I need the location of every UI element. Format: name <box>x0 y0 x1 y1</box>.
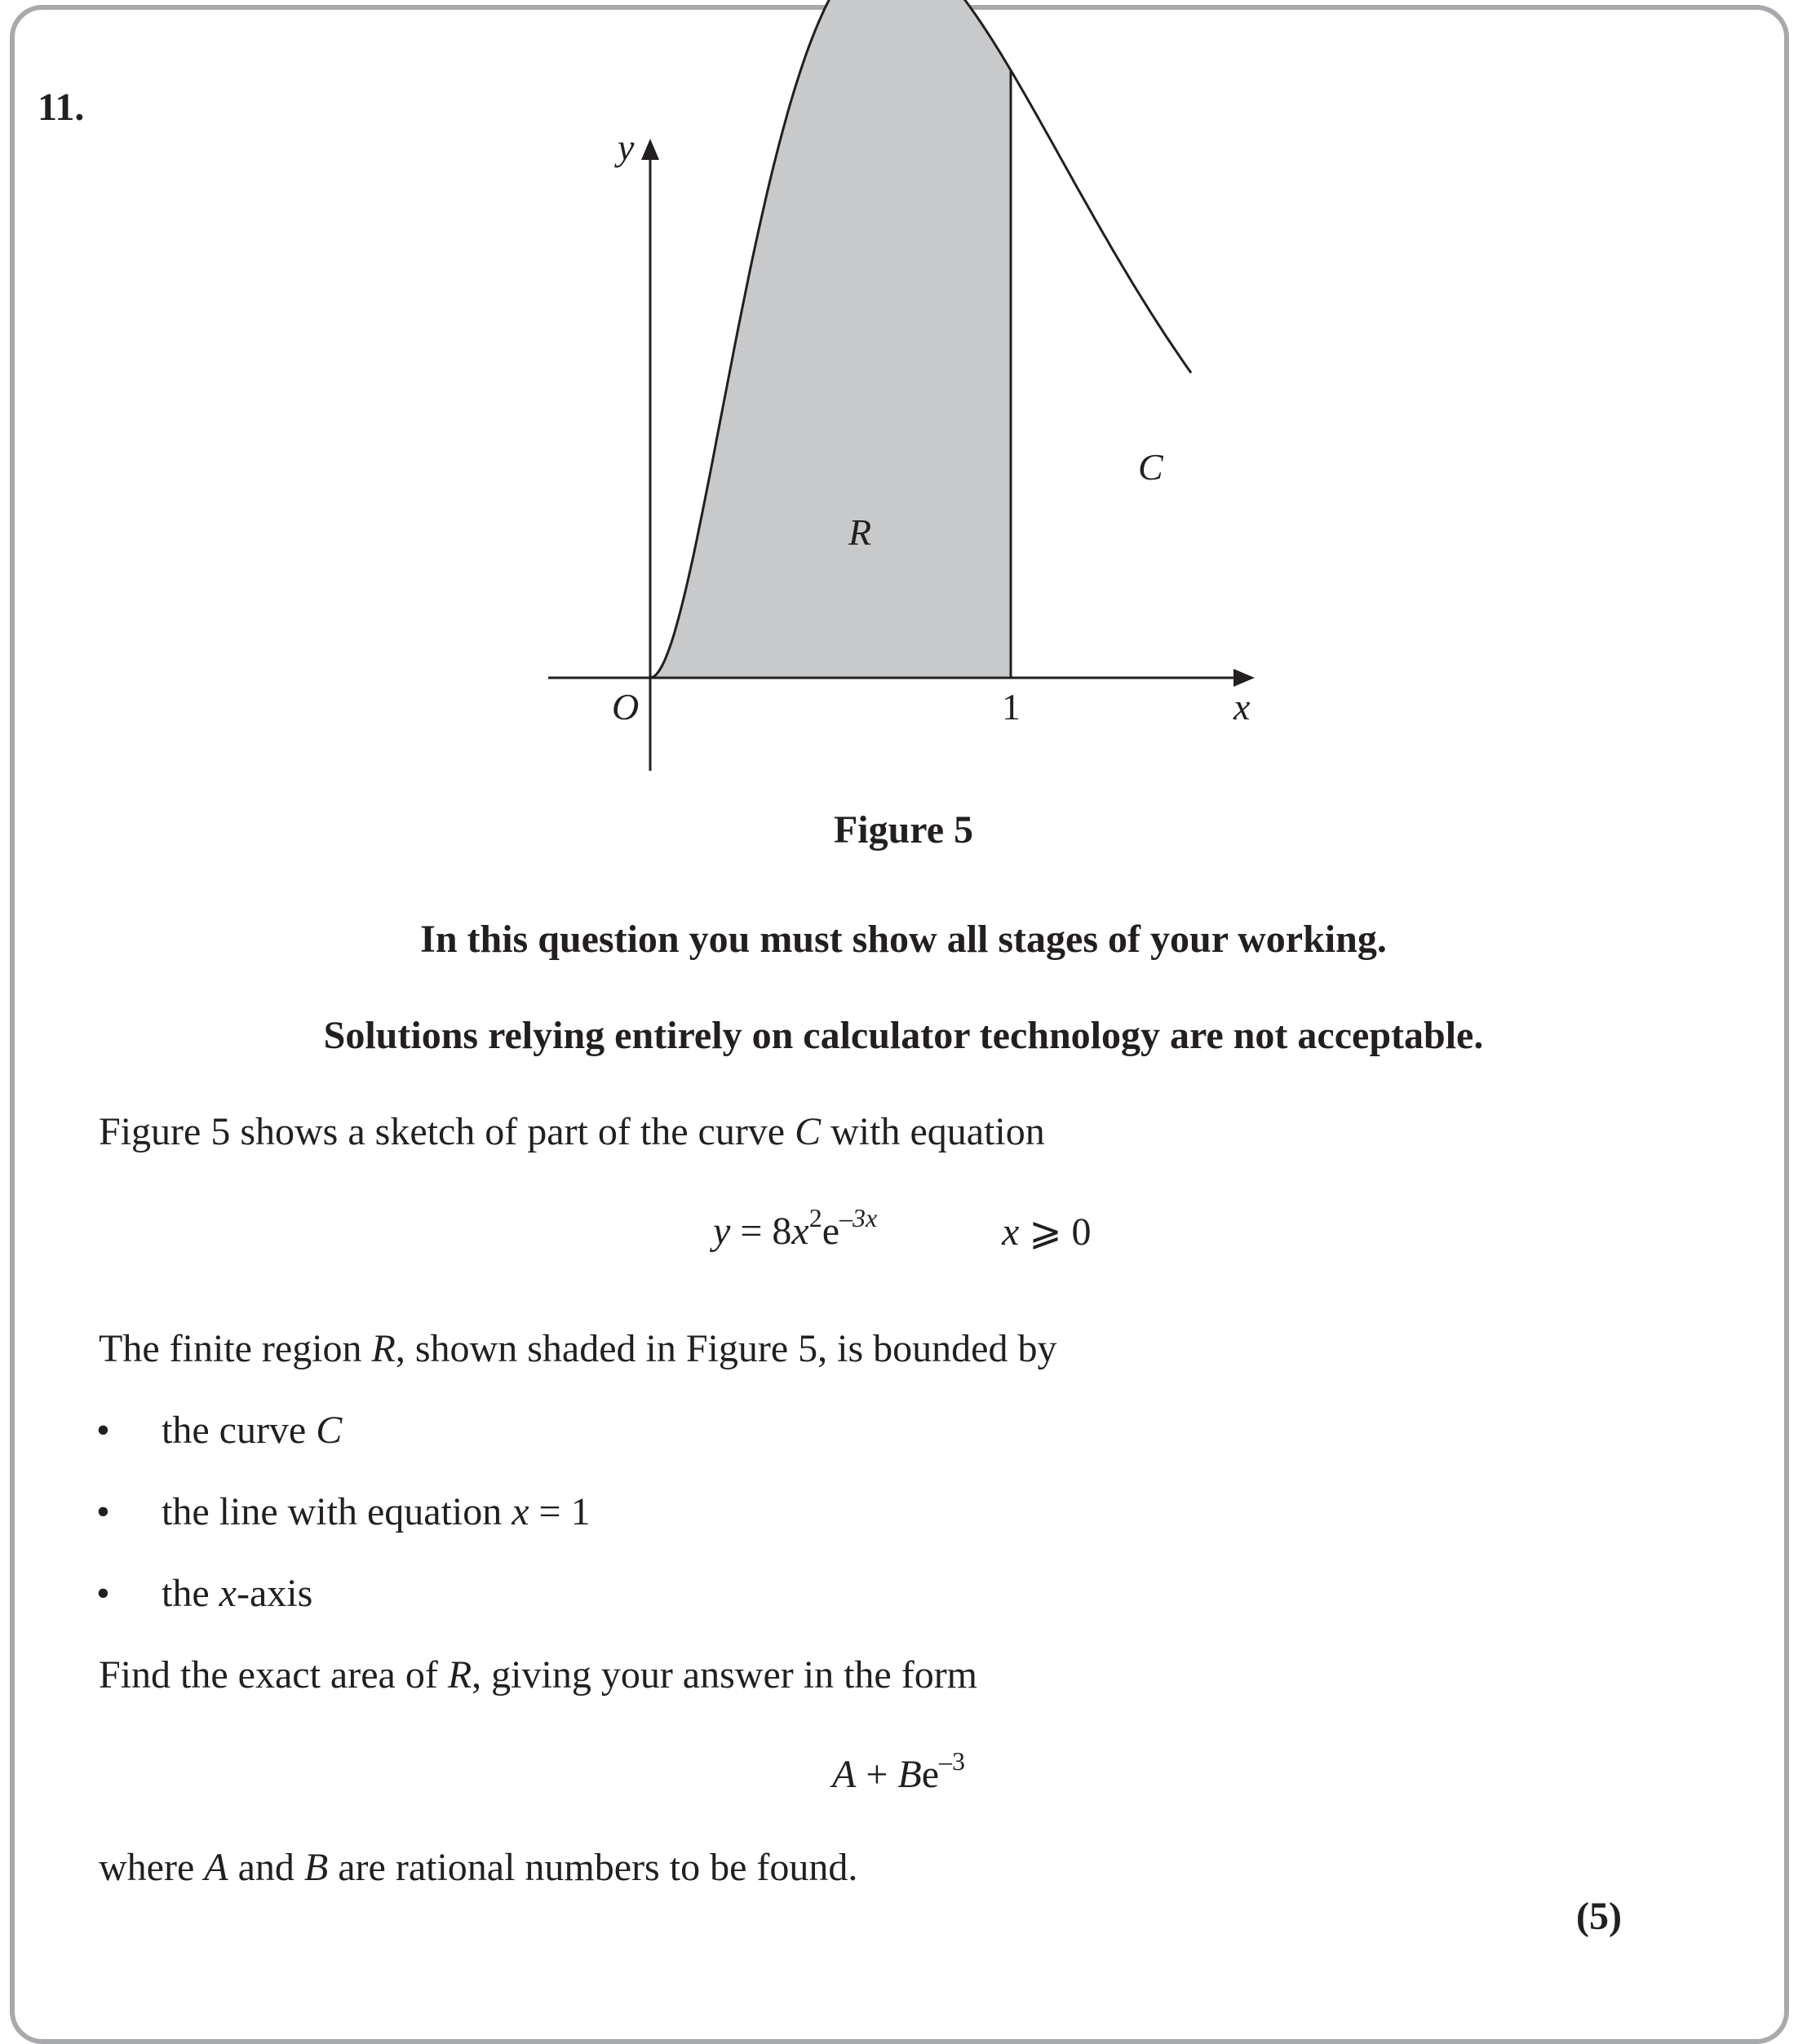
bullet-curve-c: the curve C <box>162 1409 343 1452</box>
find-area-prompt: Find the exact area of R, giving your answer in the form <box>99 1653 978 1697</box>
y-axis-arrowhead <box>641 139 659 160</box>
question-number: 11. <box>38 86 85 129</box>
bullet-marker: • <box>96 1490 110 1533</box>
figure-caption: Figure 5 <box>833 808 974 852</box>
bullet-marker: • <box>96 1409 110 1452</box>
instruction-show-working: In this question you must show all stages of your working. <box>420 918 1387 961</box>
intro-sentence: Figure 5 shows a sketch of part of the curve C with equation <box>99 1110 1045 1153</box>
x-axis-label: x <box>1233 686 1251 728</box>
bullet-line-x-1: the line with equation x = 1 <box>162 1490 591 1533</box>
curve-label: C <box>1138 446 1163 488</box>
bullet-x-axis: the x-axis <box>162 1572 313 1615</box>
bullet-marker: • <box>96 1572 110 1615</box>
region-label: R <box>848 511 872 553</box>
region-description: The finite region R, shown shaded in Figure 5, is bounded by <box>99 1327 1057 1370</box>
answer-form: $A + Be^{-3}$ <box>832 1746 966 1796</box>
y-axis-label: y <box>618 126 635 168</box>
origin-label: O <box>612 686 640 728</box>
marks-indicator: (5) <box>1576 1895 1622 1938</box>
x-tick-label-1: 1 <box>1002 686 1021 728</box>
shaded-region-r <box>650 0 1011 678</box>
figure-5-sketch <box>0 0 1807 816</box>
domain-condition: x ⩾ 0 <box>1002 1210 1092 1254</box>
instruction-no-calculator: Solutions relying entirely on calculator technology are not acceptable. <box>323 1014 1484 1057</box>
x-axis-arrowhead <box>1233 669 1255 687</box>
curve-equation: $y = 8x^2e^{-3x}$ <box>713 1203 878 1253</box>
where-rational: where A and B are rational numbers to be found. <box>99 1846 858 1889</box>
